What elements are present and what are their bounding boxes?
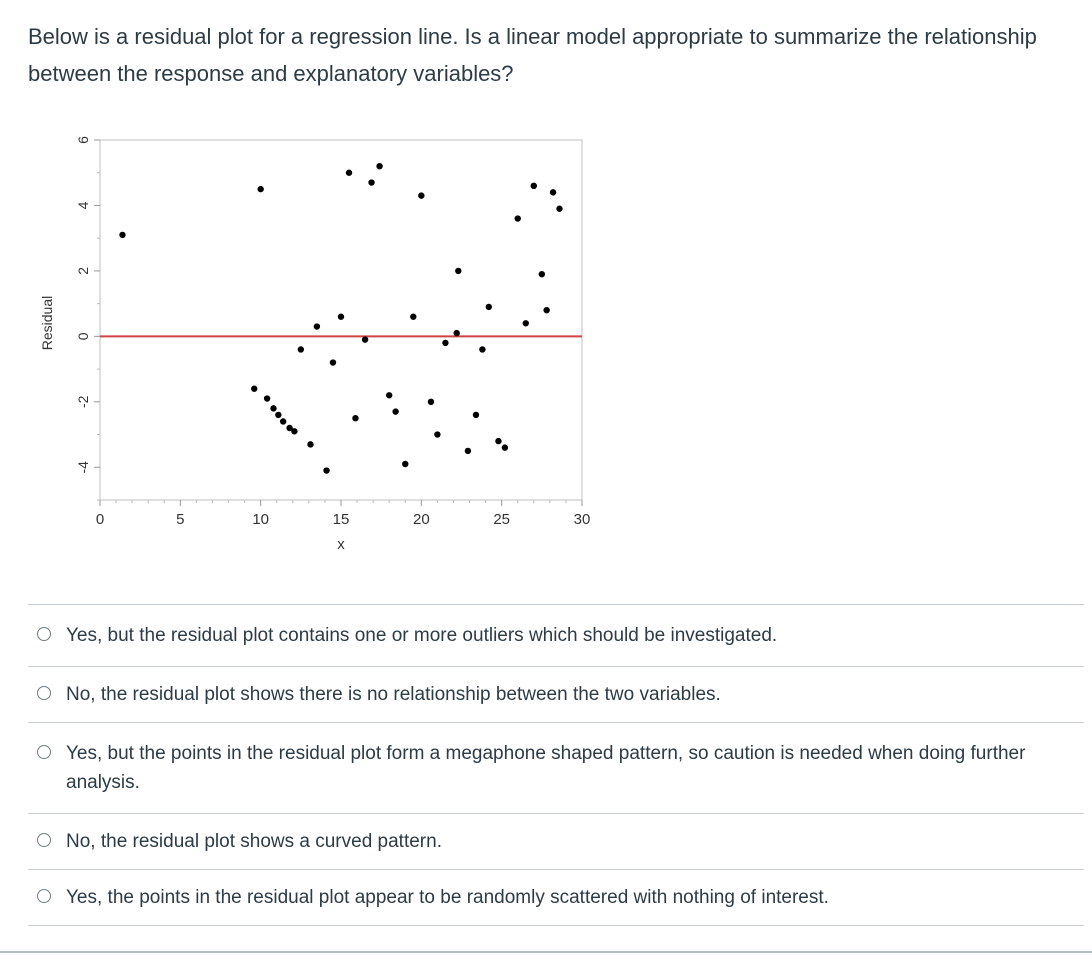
question-text: Below is a residual plot for a regression line. Is a linear model appropriate to summarize the relationship between the response and explanatory variables? <box>28 24 1037 86</box>
data-point <box>275 412 281 418</box>
x-axis <box>96 500 591 528</box>
data-point <box>323 467 329 473</box>
data-point <box>539 271 545 277</box>
answer-label: Yes, but the residual plot contains one or more outliers which should be investigated. <box>66 625 778 646</box>
data-point <box>346 170 352 176</box>
radio-button[interactable] <box>37 745 51 759</box>
x-tick-label: 0 <box>95 511 105 528</box>
data-point <box>473 412 479 418</box>
data-point <box>386 392 392 398</box>
radio-button[interactable] <box>37 833 51 847</box>
data-point <box>402 461 408 467</box>
radio-button[interactable] <box>37 627 51 641</box>
data-point <box>410 314 416 320</box>
data-point <box>298 346 304 352</box>
answer-option[interactable] <box>28 870 1084 926</box>
answer-label: No, the residual plot shows there is no relationship between the two variables. <box>66 684 721 705</box>
radio-button[interactable] <box>37 889 51 903</box>
y-tick-label: 2 <box>75 267 91 275</box>
y-tick-label: 4 <box>75 201 91 210</box>
y-tick-label: 0 <box>75 332 91 341</box>
x-tick-label: 15 <box>332 511 350 528</box>
data-point <box>338 314 344 320</box>
data-point <box>531 183 537 189</box>
data-point <box>543 307 549 313</box>
data-point <box>119 232 125 238</box>
y-tick-label: -2 <box>75 395 91 409</box>
data-point <box>392 408 398 414</box>
answer-label: Yes, the points in the residual plot appear to be randomly scattered with nothing of interest. <box>66 887 829 908</box>
answer-label: Yes, but the points in the residual plot form a megaphone shaped pattern, so caution is needed when doing further analysis. <box>66 743 1026 793</box>
y-axis <box>75 136 100 500</box>
x-axis-label: x <box>337 536 345 553</box>
data-point <box>368 179 374 185</box>
data-point <box>502 444 508 450</box>
data-point <box>515 215 521 221</box>
x-tick-label: 5 <box>176 511 185 528</box>
x-tick-label: 30 <box>573 511 591 528</box>
data-point <box>465 448 471 454</box>
data-point <box>362 336 368 342</box>
residual-plot-svg <box>30 118 610 568</box>
data-point <box>291 428 297 434</box>
y-tick-label: 6 <box>75 136 91 144</box>
answer-list <box>28 604 1084 926</box>
data-point <box>453 330 459 336</box>
data-point <box>251 386 257 392</box>
answer-option[interactable] <box>28 667 1084 723</box>
data-point <box>479 346 485 352</box>
data-point <box>455 268 461 274</box>
data-point <box>280 418 286 424</box>
data-point <box>428 399 434 405</box>
answer-option[interactable] <box>28 605 1084 667</box>
data-point <box>486 304 492 310</box>
answer-label: No, the residual plot shows a curved pattern. <box>66 831 442 852</box>
data-point <box>264 395 270 401</box>
x-tick-label: 10 <box>252 511 270 528</box>
plot-frame <box>100 140 582 500</box>
data-point <box>442 340 448 346</box>
data-point <box>376 163 382 169</box>
bottom-divider <box>0 951 1092 953</box>
x-tick-label: 20 <box>412 511 430 528</box>
data-point <box>330 359 336 365</box>
data-point <box>550 189 556 195</box>
radio-button[interactable] <box>37 686 51 700</box>
data-point <box>495 438 501 444</box>
data-point <box>523 320 529 326</box>
data-point <box>434 431 440 437</box>
data-point <box>270 405 276 411</box>
data-point <box>418 192 424 198</box>
x-tick-label: 25 <box>493 511 511 528</box>
data-point <box>257 186 263 192</box>
answer-option[interactable] <box>28 814 1084 870</box>
y-axis-label: Residual <box>39 295 55 351</box>
residual-plot <box>30 118 610 568</box>
data-point <box>556 206 562 212</box>
answer-option[interactable] <box>28 723 1084 814</box>
data-point <box>314 323 320 329</box>
data-point <box>352 415 358 421</box>
data-point <box>307 441 313 447</box>
y-tick-label: -4 <box>75 461 91 474</box>
